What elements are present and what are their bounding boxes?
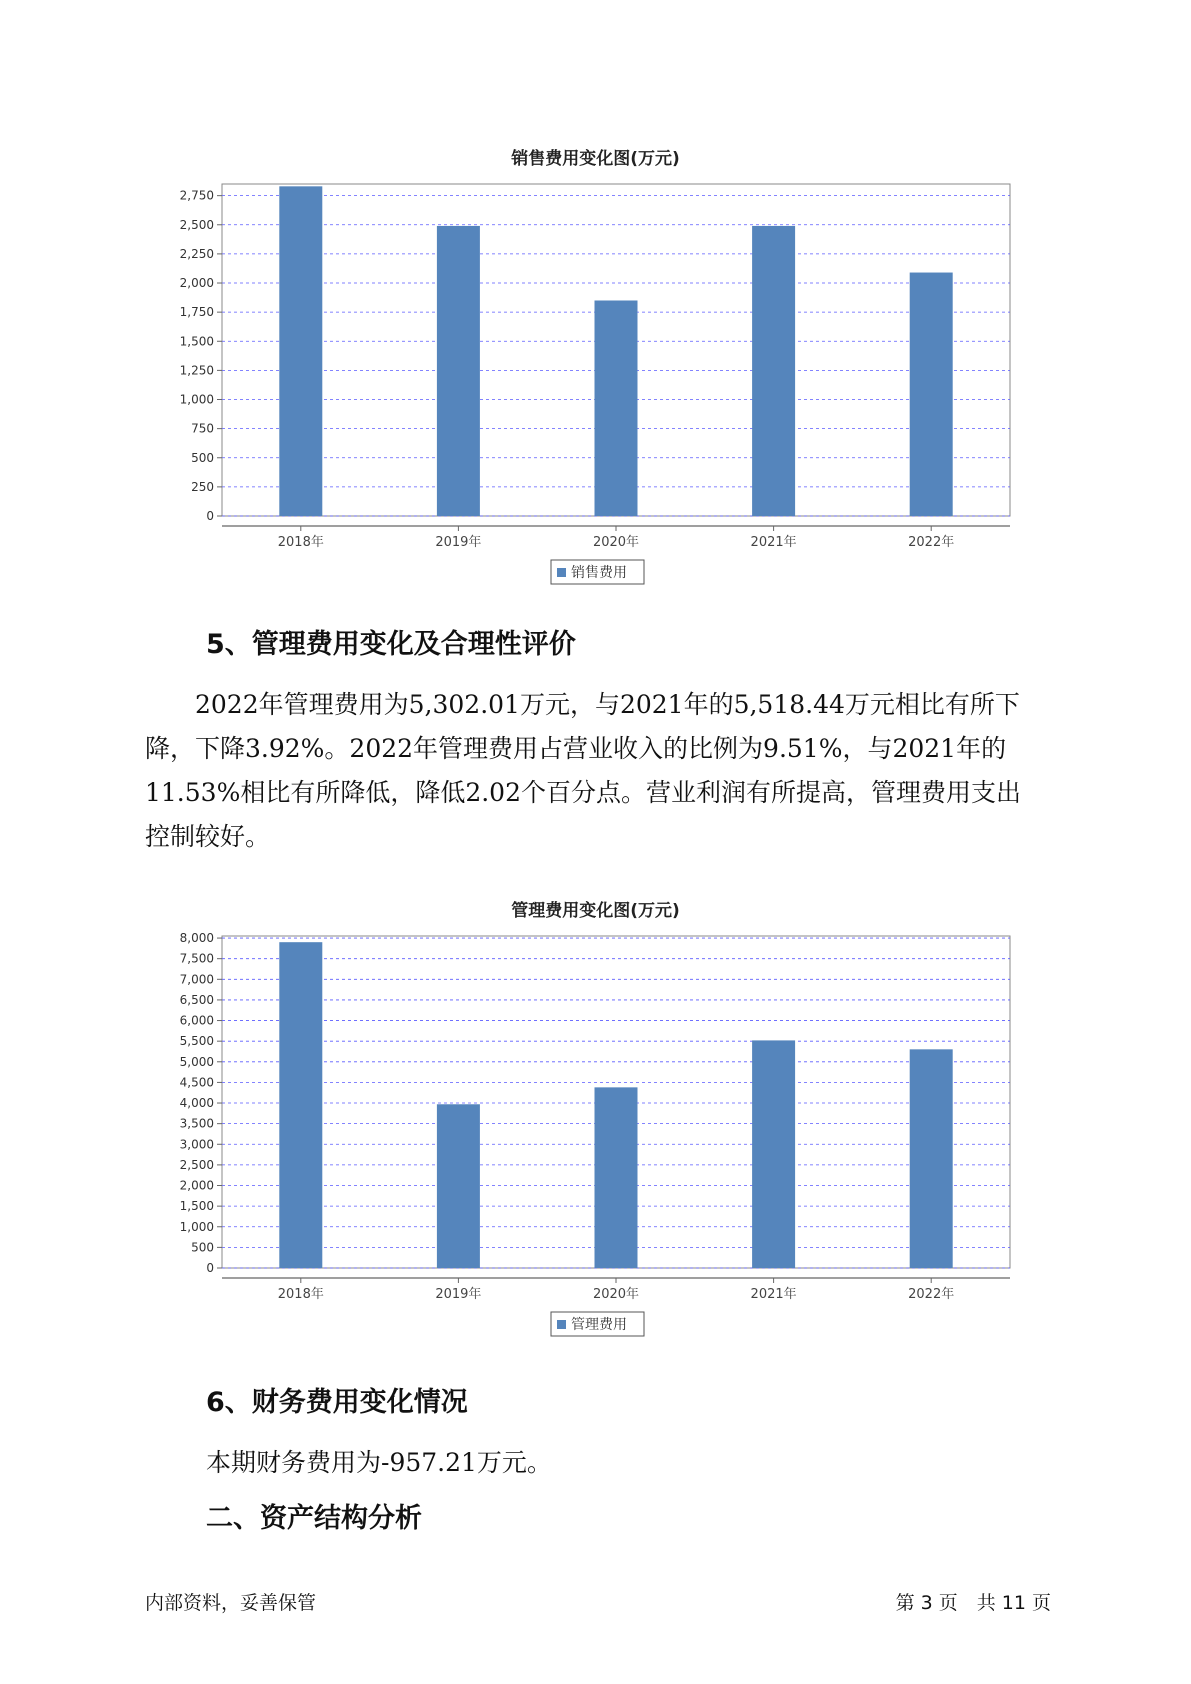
y-tick-label: 750	[191, 421, 214, 436]
y-tick-label: 5,500	[179, 1034, 214, 1049]
bar	[752, 226, 795, 516]
chart-title-sales: 销售费用变化图(万元)	[511, 149, 680, 169]
bar	[279, 942, 322, 1268]
x-tick-label: 2021年	[750, 535, 797, 550]
x-tick-label: 2020年	[592, 1287, 640, 1302]
y-tick-label: 2,000	[179, 276, 214, 291]
y-tick-label: 4,500	[179, 1075, 214, 1090]
y-tick-label: 500	[191, 1240, 214, 1255]
y-tick-label: 4,000	[179, 1096, 214, 1111]
admin-expense-chart	[0, 920, 1191, 1340]
section-6-text: 本期财务费用为-957.21万元。	[206, 1448, 552, 1477]
y-tick-label: 1,500	[179, 334, 214, 349]
legend-swatch	[557, 1320, 566, 1329]
footer-page-number: 第 3 页 共 11 页	[895, 1592, 1051, 1614]
sales-expense-chart	[0, 168, 1191, 588]
x-tick-label: 2019年	[435, 535, 482, 550]
legend-label: 销售费用	[571, 565, 627, 581]
y-tick-label: 2,250	[179, 246, 214, 261]
section-6-heading: 6、财务费用变化情况	[206, 1387, 468, 1418]
bar	[437, 1104, 480, 1268]
section-5-heading: 5、管理费用变化及合理性评价	[206, 629, 576, 660]
bar	[910, 273, 953, 516]
y-tick-label: 0	[206, 509, 214, 523]
y-tick-label: 1,250	[179, 363, 214, 378]
x-tick-label: 2022年	[908, 535, 955, 550]
y-tick-label: 2,750	[179, 188, 214, 203]
x-tick-label: 2020年	[592, 535, 640, 550]
y-tick-label: 250	[191, 479, 214, 494]
x-tick-label: 2018年	[277, 1287, 324, 1302]
y-tick-label: 8,000	[179, 931, 214, 946]
chart-title-admin: 管理费用变化图(万元)	[511, 901, 680, 921]
y-tick-label: 1,750	[179, 305, 214, 320]
y-tick-label: 500	[191, 450, 214, 465]
y-tick-label: 3,500	[179, 1116, 214, 1131]
y-tick-label: 2,500	[179, 1157, 214, 1172]
bar	[279, 186, 322, 516]
x-tick-label: 2021年	[750, 1287, 797, 1302]
section-5-paragraph	[145, 683, 1045, 859]
y-tick-label: 0	[206, 1261, 214, 1275]
y-tick-label: 5,000	[179, 1054, 214, 1069]
x-tick-label: 2018年	[277, 535, 324, 550]
y-tick-label: 3,000	[179, 1137, 214, 1152]
section-5-text: 2022年管理费用为5,302.01万元，与2021年的5,518.44万元相比有所下降，下降3.92%。2022年管理费用占营业收入的比例为9.51%，与2021年的11.53%相比有所降低，降低2.02个百分点。营业利润有所提高，管理费用支出控制较好。	[145, 690, 1021, 851]
bar	[910, 1049, 953, 1268]
y-tick-label: 7,000	[179, 972, 214, 987]
y-tick-label: 6,000	[179, 1013, 214, 1028]
footer-confidential: 内部资料，妥善保管	[145, 1592, 317, 1614]
legend-swatch	[557, 568, 566, 577]
y-tick-label: 2,000	[179, 1178, 214, 1193]
y-tick-label: 6,500	[179, 992, 214, 1007]
y-tick-label: 1,000	[179, 1219, 214, 1234]
bar	[595, 1087, 638, 1268]
y-tick-label: 7,500	[179, 951, 214, 966]
bar	[595, 300, 638, 516]
y-tick-label: 2,500	[179, 217, 214, 232]
y-tick-label: 1,000	[179, 392, 214, 407]
y-tick-label: 1,500	[179, 1199, 214, 1214]
x-tick-label: 2019年	[435, 1287, 482, 1302]
legend-label: 管理费用	[571, 1317, 627, 1333]
bar	[752, 1040, 795, 1268]
x-tick-label: 2022年	[908, 1287, 955, 1302]
bar	[437, 226, 480, 516]
part-2-heading: 二、资产结构分析	[206, 1503, 422, 1534]
